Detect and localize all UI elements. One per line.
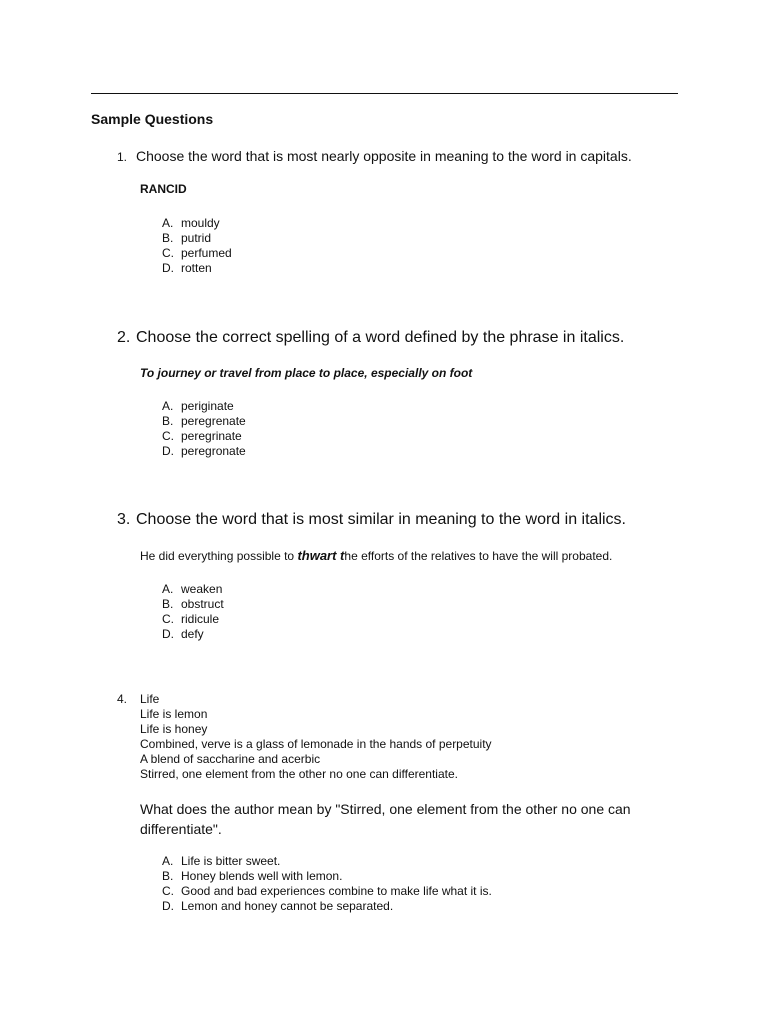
question-number: 3. [117, 511, 131, 528]
top-rule [91, 93, 678, 94]
poem-line: Life [140, 692, 160, 706]
question-2-phrase: To journey or travel from place to place, especially on foot [140, 366, 473, 380]
question-2 [117, 329, 624, 347]
option-b[interactable]: B. obstruct [162, 597, 224, 611]
option-c[interactable]: C. Good and bad experiences combine to make life what it is. [162, 884, 492, 898]
option-a[interactable]: A. weaken [162, 582, 223, 596]
option-b[interactable]: B. putrid [162, 231, 212, 245]
question-text: Choose the correct spelling of a word defined by the phrase in italics. [136, 329, 625, 346]
option-d[interactable]: D. peregronate [162, 444, 246, 458]
option-a[interactable]: A. periginate [162, 399, 234, 413]
poem-line: Stirred, one element from the other no one can differentiate. [140, 767, 458, 781]
question-4-poem [140, 707, 492, 782]
option-c[interactable]: C. ridicule [162, 612, 220, 626]
option-b[interactable]: B. Honey blends well with lemon. [162, 869, 343, 883]
option-a[interactable]: A. Life is bitter sweet. [162, 854, 281, 868]
question-number: 1. [117, 150, 128, 164]
poem-line: Combined, verve is a glass of lemonade in the hands of perpetuity [140, 737, 492, 751]
option-d[interactable]: D. Lemon and honey cannot be separated. [162, 899, 394, 913]
question-4 [117, 692, 159, 707]
question-1-options [162, 216, 232, 276]
option-b[interactable]: B. peregrenate [162, 414, 246, 428]
poem-line: Life is lemon [140, 707, 208, 721]
poem-line: Life is honey [140, 722, 208, 736]
question-1 [117, 148, 632, 164]
question-number: 4. [117, 692, 128, 706]
question-text: Choose the word that is most nearly opposite in meaning to the word in capitals. [136, 148, 632, 164]
question-3-keyword: thwart t [297, 548, 345, 563]
option-d[interactable]: D. defy [162, 627, 204, 641]
question-1-word: RANCID [140, 182, 187, 196]
option-a[interactable]: A. mouldy [162, 216, 220, 230]
question-3-options [162, 582, 224, 642]
question-4-text: What does the author mean by "Stirred, one element from the other no one can differentiate". [140, 801, 631, 837]
question-text: Choose the word that is most similar in meaning to the word in italics. [136, 511, 626, 528]
page-title: Sample Questions [91, 111, 214, 127]
question-4-options [162, 854, 492, 914]
question-3 [117, 511, 626, 529]
option-d[interactable]: D. rotten [162, 261, 212, 275]
question-2-options [162, 399, 246, 459]
option-c[interactable]: C. peregrinate [162, 429, 242, 443]
question-3-sentence: He did everything possible to thwart the efforts of the relatives to have the will probated. [140, 548, 613, 563]
poem-line: A blend of saccharine and acerbic [140, 752, 321, 766]
question-number: 2. [117, 329, 131, 346]
option-c[interactable]: C. perfumed [162, 246, 232, 260]
